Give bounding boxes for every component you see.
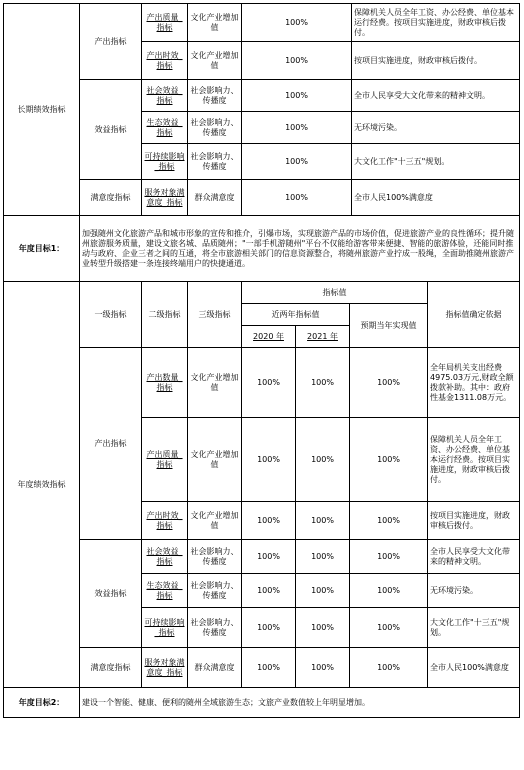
an-output-sub-3: 产出时效_指标	[142, 502, 188, 540]
lt-output-basis-1: 保障机关人员全年工资、办公经费、单位基本运行经费。按项目实施进度，财政审核后拨付。	[352, 4, 520, 42]
an-output-2020-2: 100%	[242, 418, 296, 502]
lt-effect-label: 效益指标	[80, 80, 142, 180]
goal2-label: 年度目标2：	[4, 688, 80, 718]
an-effect-third-2: 社会影响力、传播度	[188, 574, 242, 608]
an-satisfaction-label: 满意度指标	[80, 648, 142, 688]
header-recent-two: 近两年指标值	[242, 304, 350, 326]
an-effect-sub-2: 生态效益_指标	[142, 574, 188, 608]
lt-effect-sub-1: 社会效益_指标	[142, 80, 188, 112]
goal1-text: 加强随州文化旅游产品和城市形象的宣传和推介，引爆市场，实现旅游产品的市场价值，促进旅游产业的良性循环；提升随州旅游服务质量，建设文旅名城、品质随州；"一部手机游随州"平台不仅能给游客带来便捷、智能的旅游体验，还能同时推动与政府、企业三者之间的互通，将全市旅游相关部门的信息资源整合，将随州旅游产业拧成一股绳，全面助推随州旅游产业转型升级搭建一条连接终端用户的快捷通道。	[80, 216, 520, 282]
lt-satisfaction-label: 满意度指标	[80, 180, 142, 216]
an-output-expected-3: 100%	[350, 502, 428, 540]
lt-satisfaction-value-1: 100%	[242, 180, 352, 216]
lt-satisfaction-sub-1: 服务对象满意度_指标	[142, 180, 188, 216]
an-effect-label: 效益指标	[80, 540, 142, 648]
header-basis: 指标值确定依据	[428, 282, 520, 348]
an-output-2020-3: 100%	[242, 502, 296, 540]
lt-satisfaction-third-1: 群众满意度	[188, 180, 242, 216]
an-output-expected-1: 100%	[350, 348, 428, 418]
an-effect-2021-3: 100%	[296, 608, 350, 648]
lt-output-sub-2: 产出时效_指标	[142, 42, 188, 80]
an-effect-2020-1: 100%	[242, 540, 296, 574]
an-effect-2021-2: 100%	[296, 574, 350, 608]
lt-effect-basis-2: 无环境污染。	[352, 112, 520, 144]
lt-output-third-1: 文化产业增加值	[188, 4, 242, 42]
an-output-basis-1: 全年局机关支出经费4975.03万元,财政全额拨款补助。其中：政府性基金1311.08万元。	[428, 348, 520, 418]
an-satisfaction-expected-1: 100%	[350, 648, 428, 688]
an-effect-sub-3: 可持续影响_指标	[142, 608, 188, 648]
an-effect-expected-1: 100%	[350, 540, 428, 574]
an-satisfaction-third-1: 群众满意度	[188, 648, 242, 688]
long-term-section-label: 长期绩效指标	[4, 4, 80, 216]
lt-effect-value-3: 100%	[242, 144, 352, 180]
annual-table	[3, 281, 520, 688]
an-output-sub-2: 产出质量_指标	[142, 418, 188, 502]
an-output-basis-2: 保障机关人员全年工资、办公经费、单位基本运行经费。按项目实施进度，财政审核后拨付。	[428, 418, 520, 502]
an-effect-2020-2: 100%	[242, 574, 296, 608]
lt-output-value-1: 100%	[242, 4, 352, 42]
lt-output-label: 产出指标	[80, 4, 142, 80]
lt-effect-basis-1: 全市人民享受大文化带来的精神文明。	[352, 80, 520, 112]
header-expected: 预期当年实现值	[350, 304, 428, 348]
goal2-text: 建设一个智能、健康、便利的随州全域旅游生态；文旅产业数值较上年明显增加。	[80, 688, 520, 718]
an-effect-basis-3: 大文化工作"十三五"规划。	[428, 608, 520, 648]
lt-output-sub-1: 产出质量_指标	[142, 4, 188, 42]
an-output-2021-3: 100%	[296, 502, 350, 540]
lt-effect-value-1: 100%	[242, 80, 352, 112]
an-output-third-1: 文化产业增加值	[188, 348, 242, 418]
an-effect-basis-2: 无环境污染。	[428, 574, 520, 608]
an-effect-sub-1: 社会效益_指标	[142, 540, 188, 574]
header-indicator-value: 指标值	[242, 282, 428, 304]
long-term-table	[3, 3, 520, 216]
an-output-third-2: 文化产业增加值	[188, 418, 242, 502]
header-2021: 2021 年	[296, 326, 350, 348]
an-satisfaction-sub-1: 服务对象满意度_指标	[142, 648, 188, 688]
header-2020: 2020 年	[242, 326, 296, 348]
an-satisfaction-basis-1: 全市人民100%满意度	[428, 648, 520, 688]
lt-output-basis-2: 按项目实施进度，财政审核后拨付。	[352, 42, 520, 80]
lt-output-third-2: 文化产业增加值	[188, 42, 242, 80]
an-output-2021-2: 100%	[296, 418, 350, 502]
annual-section-label: 年度绩效指标	[4, 282, 80, 688]
goal2-table	[3, 687, 520, 718]
lt-effect-third-2: 社会影响力、传播度	[188, 112, 242, 144]
lt-effect-sub-2: 生态效益_指标	[142, 112, 188, 144]
an-output-basis-3: 按项目实施进度，财政审核后拨付。	[428, 502, 520, 540]
an-effect-2021-1: 100%	[296, 540, 350, 574]
lt-effect-value-2: 100%	[242, 112, 352, 144]
an-effect-third-1: 社会影响力、传播度	[188, 540, 242, 574]
header-level2: 二级指标	[142, 282, 188, 348]
an-output-expected-2: 100%	[350, 418, 428, 502]
an-effect-2020-3: 100%	[242, 608, 296, 648]
lt-satisfaction-basis-1: 全市人民100%满意度	[352, 180, 520, 216]
an-effect-expected-3: 100%	[350, 608, 428, 648]
performance-table-page	[3, 3, 519, 718]
an-output-2020-1: 100%	[242, 348, 296, 418]
an-effect-expected-2: 100%	[350, 574, 428, 608]
lt-effect-sub-3: 可持续影响_指标	[142, 144, 188, 180]
an-satisfaction-2020-1: 100%	[242, 648, 296, 688]
lt-output-value-2: 100%	[242, 42, 352, 80]
an-effect-basis-1: 全市人民享受大文化带来的精神文明。	[428, 540, 520, 574]
header-level1: 一级指标	[80, 282, 142, 348]
an-output-label: 产出指标	[80, 348, 142, 540]
lt-effect-third-1: 社会影响力、传播度	[188, 80, 242, 112]
an-output-sub-1: 产出数量_指标	[142, 348, 188, 418]
an-satisfaction-2021-1: 100%	[296, 648, 350, 688]
goal1-table	[3, 215, 520, 282]
an-output-2021-1: 100%	[296, 348, 350, 418]
an-effect-third-3: 社会影响力、传播度	[188, 608, 242, 648]
goal1-label: 年度目标1：	[4, 216, 80, 282]
lt-effect-basis-3: 大文化工作"十三五"规划。	[352, 144, 520, 180]
header-level3: 三级指标	[188, 282, 242, 348]
an-output-third-3: 文化产业增加值	[188, 502, 242, 540]
lt-effect-third-3: 社会影响力、传播度	[188, 144, 242, 180]
